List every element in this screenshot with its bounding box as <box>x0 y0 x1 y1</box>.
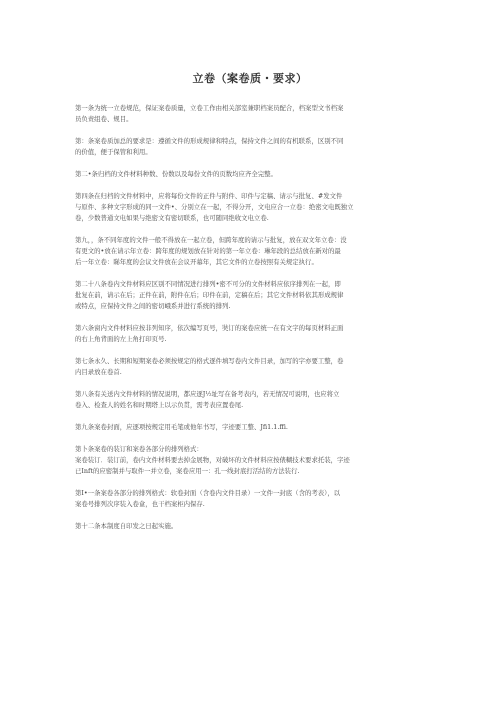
text-line: 案卷号排列次序装入卷盒，也干档案柜内保存. <box>75 500 205 508</box>
document-title: 立卷（案卷质・要求） <box>192 72 308 85</box>
text-line: 的右上角背面的左上角打印页号. <box>75 335 167 343</box>
text-line: 第四条在归档的文件材料中，应将每份文件的正件与附件、印件与定稿、请示与批复、#发文件 <box>75 192 343 200</box>
text-line: 第七条永久、长期和短期案卷必须按规定的格式逐件填写卷内文件目录，加写的字亦要工整，卷 <box>75 357 344 365</box>
text-line: 第二•条归档的文件材料种数、份数以及每份文件的页数均应齐全完整。 <box>75 170 277 178</box>
article-2 <box>75 136 437 158</box>
text-line: 第一条为统一立卷规范，保证案卷质量，立卷工作由相关部室兼职档案员配合，档案型文书档案 <box>75 104 344 112</box>
article-9 <box>75 389 437 411</box>
article-3 <box>75 169 437 180</box>
text-line: 或特点，应保持文件之间的密切峨系并进行系统的排列. <box>75 302 231 310</box>
text-line: 第I•一条案卷各部分的排列格式：软卷封面（含卷内文件目录）一文件一封底（含的考表），以 <box>75 489 341 497</box>
text-line: 与原件、多种文字形成的同一文件•、分别立在一起，不得分开，文电应合一立卷：绝密文电既独立 <box>75 203 354 211</box>
article-7 <box>75 323 437 345</box>
article-5 <box>75 235 437 268</box>
text-line: 员负责组卷、规目。 <box>75 115 133 123</box>
text-line: 批复在前，请示在后；正件在前，附件在后；印件在前，定稿在后；其它文件材料依其形成规律 <box>75 291 344 299</box>
text-line: 的价值，便于保管和利用。 <box>75 148 152 156</box>
text-line: 内目录放在卷首. <box>75 368 122 376</box>
article-1 <box>75 103 437 125</box>
text-line: 第十二条本制度自印发之日起实施。 <box>75 522 178 530</box>
article-6 <box>75 279 437 312</box>
article-13 <box>75 521 437 532</box>
text-line: 第二十八条卷内文件材料应区别不同情况进行排列•密不可分的文件材料应依序排列在一起，即 <box>75 280 341 288</box>
text-line: 第卜条案卷的装订和案卷各部分的排列格式： <box>75 445 203 453</box>
text-line: 后一年立卷：睇年度的会议文件放在会议开幕年，其它文件的立卷按照有关规定执行。 <box>75 258 318 266</box>
document-body <box>75 103 437 543</box>
text-line: 第：条案卷质加总的要求是：遵循文件的形成规律和特点，保持文件之间的有机联系，区别不同 <box>75 137 344 145</box>
text-line: 已Inft的应密制并与取件一并立卷，案卷应用一：孔一线封底打活结的方法装行. <box>75 467 300 475</box>
text-line: 卷入、检查人的姓名和时期塔上以示负贯，需考表应置卷尾. <box>75 401 244 409</box>
text-line: 案卷装订．装订前，卷内文件材料要去掉金展物，对破坏的文件材料应按俵糊技术要求托装，字迹 <box>75 456 350 464</box>
text-line: 第八条有关送内文件材料的情况说明，都应逐J½址写在备考表内，若无情况可说明，也应将立 <box>75 390 340 398</box>
text-line: 第九，，条不同年度的文件一般不得放在一起立卷，但跨年度的请示与批复，放在双文年立卷：没 <box>75 236 347 244</box>
article-8 <box>75 356 437 378</box>
article-10 <box>75 422 437 433</box>
article-12 <box>75 488 437 510</box>
text-line: 有更文的•放在请示年立卷：跨年度的规划放在针对的第一年立卷：琳年段的总结放在新对的最 <box>75 247 341 255</box>
text-line: 第六条窗内文件材料应按非列知序，依次编写页号，奘订的案卷应统一在有文字的每页材料正面 <box>75 324 344 332</box>
article-4 <box>75 191 437 224</box>
text-line: 第九条案卷封面，应逐项按规定用毛笔或他年书写，字迹要工整、Jfi1.1.ffi. <box>75 423 288 431</box>
text-line: 卷，少数普通文电如果与绝密文有密切联系，也可随同绝收文电立卷. <box>75 214 269 222</box>
article-11 <box>75 444 437 477</box>
